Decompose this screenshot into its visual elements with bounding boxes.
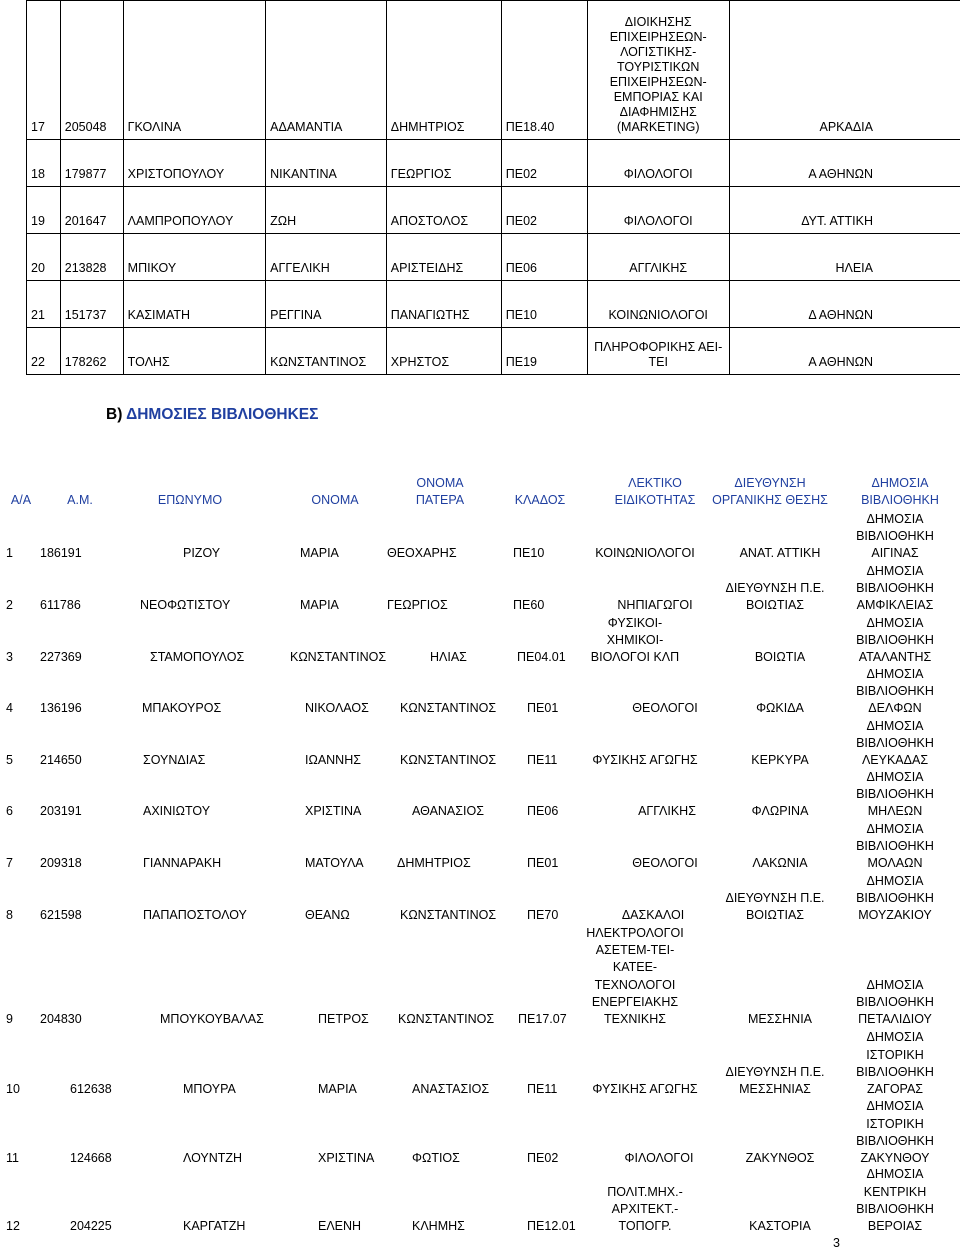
- cell-name: ΜΑΤΟΥΛΑ: [305, 856, 364, 870]
- cell-line: ΕΝΕΡΓΕΙΑΚΗΣ: [591, 994, 679, 1009]
- cell-am: 204830: [40, 1012, 82, 1026]
- cell-line: ΚΟΙΝΩΝΙΟΛΟΓΟΙ: [608, 308, 708, 322]
- cell-line: ΔΙΕΥΘΥΝΣΗ Π.Ε.: [725, 890, 825, 905]
- cell-line: ΝΗΠΙΑΓΩΓΟΙ: [617, 598, 693, 612]
- cell-lib: [840, 718, 950, 770]
- cell-name: ΝΙΚΟΛΑΟΣ: [305, 701, 369, 715]
- cell-line: ΒΙΒΛΙΟΘΗΚΗ: [856, 838, 934, 853]
- cell-line: ΒΙΒΛΙΟΘΗΚΗ: [856, 1133, 934, 1148]
- cell-spec: [580, 752, 710, 769]
- cell-line: ΒΙΒΛΙΟΘΗΚΗ: [856, 735, 934, 750]
- cell-aa: 4: [6, 701, 13, 715]
- cell-father: ΦΩΤΙΟΣ: [412, 1151, 460, 1165]
- cell-org: Α ΑΘΗΝΩΝ: [729, 140, 960, 187]
- cell-aa: 12: [6, 1219, 20, 1233]
- cell-klados: ΠΕ12.01: [527, 1219, 576, 1233]
- cell-line: ΛΑΚΩΝΙΑ: [752, 856, 808, 870]
- cell-father: ΑΡΙΣΤΕΙΔΗΣ: [386, 234, 501, 281]
- cell-line: ΕΠΩΝΥΜΟ: [157, 493, 223, 507]
- cell-line: ΕΜΠΟΡΙΑΣ ΚΑΙ: [613, 90, 703, 104]
- cell-line: ΦΛΩΡΙΝΑ: [751, 804, 809, 818]
- cell-line: ΔΕΛΦΩΝ: [868, 701, 922, 715]
- cell-lib: [840, 563, 950, 615]
- cell-am: 621598: [40, 908, 82, 922]
- page-number: 3: [833, 1236, 840, 1250]
- cell-aa: 5: [6, 753, 13, 767]
- cell-aa: 8: [6, 908, 13, 922]
- cell-line: ΤΕΧΝΟΛΟΓΟΙ: [594, 977, 676, 992]
- cell-father: ΘΕΟΧΑΡΗΣ: [387, 546, 457, 560]
- cell-org: [715, 855, 845, 872]
- cell-am: 124668: [70, 1151, 112, 1165]
- cell-line: ΟΝΟΜΑ: [416, 476, 464, 490]
- cell-aa: 3: [6, 650, 13, 664]
- cell-line: ΠΕΤΑΛΙΔΙΟΥ: [858, 1012, 932, 1026]
- cell-spec: [580, 545, 710, 562]
- cell-am: 151737: [60, 281, 123, 328]
- cell-am: 179877: [60, 140, 123, 187]
- cell-line: ΔΗΜΟΣΙΑ: [866, 769, 924, 784]
- cell-klados: ΠΕ04.01: [517, 650, 566, 664]
- table-row: [27, 140, 960, 187]
- cell-surname: ΜΠΟΥΡΑ: [183, 1082, 236, 1096]
- cell-line: ΔΗΜΟΣΙΑ: [866, 873, 924, 888]
- cell-klados: ΠΕ02: [501, 140, 587, 187]
- header-name: [300, 492, 370, 509]
- cell-line: ΗΛΕΚΤΡΟΛΟΓΟΙ: [586, 926, 684, 940]
- cell-line: ΔΙΟΙΚΗΣΗΣ: [624, 15, 692, 29]
- cell-line: ΔΗΜΟΣΙΑ: [866, 615, 924, 630]
- cell-aa: 11: [6, 1151, 19, 1165]
- cell-lib: [840, 615, 950, 667]
- cell-surname: ΜΠΑΚΟΥΡΟΣ: [142, 701, 222, 715]
- cell-aa: 20: [27, 234, 61, 281]
- cell-father: ΚΩΝΣΤΑΝΤΙΝΟΣ: [400, 753, 497, 767]
- cell-father: ΠΑΝΑΓΙΩΤΗΣ: [386, 281, 501, 328]
- cell-father: ΔΗΜΗΤΡΙΟΣ: [397, 856, 471, 870]
- cell-name: ΑΔΑΜΑΝΤΙΑ: [266, 1, 387, 140]
- cell-klados: ΠΕ11: [527, 753, 558, 767]
- cell-line: ΕΠΙΧΕΙΡΗΣΕΩΝ-: [609, 75, 707, 89]
- cell-line: ΒΙΒΛΙΟΘΗΚΗ: [856, 683, 934, 698]
- cell-line: ΒΙΒΛΙΟΘΗΚΗ: [856, 786, 934, 801]
- cell-line: ΧΗΜΙΚΟΙ-: [606, 632, 664, 647]
- cell-surname: ΛΑΜΠΡΟΠΟΥΛΟΥ: [123, 187, 265, 234]
- cell-line: ΒΙΒΛΙΟΘΗΚΗ: [861, 493, 939, 507]
- cell-father: ΚΩΝΣΤΑΝΤΙΝΟΣ: [400, 908, 497, 922]
- cell-am: 214650: [40, 753, 82, 767]
- cell-klados: ΠΕ17.07: [518, 1012, 567, 1026]
- cell-line: ΑΜΦΙΚΛΕΙΑΣ: [856, 598, 934, 612]
- cell-line: ΙΣΤΟΡΙΚΗ: [866, 1116, 924, 1131]
- cell-line: ΦΥΣΙΚΗΣ ΑΓΩΓΗΣ: [592, 753, 698, 767]
- cell-klados: ΠΕ02: [527, 1151, 559, 1165]
- cell-aa: 22: [27, 328, 61, 375]
- cell-am: 209318: [40, 856, 82, 870]
- cell-line: ΦΥΣΙΚΗΣ ΑΓΩΓΗΣ: [592, 1082, 698, 1096]
- cell-klados: ΠΕ18.40: [501, 1, 587, 140]
- cell-name: ΜΑΡΙΑ: [300, 598, 339, 612]
- header-am: [52, 492, 108, 509]
- cell-surname: ΚΑΣΙΜΑΤΗ: [123, 281, 265, 328]
- cell-surname: ΚΑΡΓΑΤΖΗ: [183, 1219, 246, 1233]
- table-a: [26, 0, 960, 375]
- cell-line: ΑΓΓΛΙΚΗΣ: [629, 261, 688, 275]
- cell-line: ΔΗΜΟΣΙΑ: [866, 718, 924, 733]
- cell-line: ΟΝΟΜΑ: [311, 493, 359, 507]
- cell-line: ΔΙΕΥΘΥΝΣΗ Π.Ε.: [725, 580, 825, 595]
- cell-klados: ΠΕ10: [513, 546, 545, 560]
- section-b-title: [106, 406, 318, 424]
- cell-line: ΒΙΒΛΙΟΘΗΚΗ: [856, 890, 934, 905]
- cell-line: ΔΗΜΟΣΙΑ: [866, 1030, 924, 1045]
- cell-surname: ΣΟΥΝΔΙΑΣ: [143, 753, 206, 767]
- cell-line: ΤΟΥΡΙΣΤΙΚΩΝ: [616, 60, 700, 74]
- section-b-prefix: Β): [106, 406, 127, 423]
- cell-surname: ΝΕΟΦΩΤΙΣΤΟΥ: [140, 598, 231, 612]
- cell-name: ΘΕΑΝΩ: [305, 908, 350, 922]
- cell-spec: [587, 187, 729, 234]
- cell-aa: 17: [27, 1, 61, 140]
- cell-klados: ΠΕ02: [501, 187, 587, 234]
- cell-line: ΒΙΟΛΟΓΟΙ ΚΛΠ: [590, 650, 680, 664]
- cell-spec: [570, 925, 700, 1028]
- cell-org: [715, 1218, 845, 1235]
- cell-lib: [840, 1166, 950, 1235]
- cell-name: ΝΙΚΑΝΤΙΝΑ: [266, 140, 387, 187]
- cell-surname: ΓΚΟΛΙΝΑ: [123, 1, 265, 140]
- cell-org: ΗΛΕΙΑ: [729, 234, 960, 281]
- cell-spec: [580, 1184, 710, 1236]
- cell-aa: 10: [6, 1082, 20, 1096]
- cell-am: 227369: [40, 650, 82, 664]
- cell-lib: [840, 666, 950, 718]
- cell-line: ΦΙΛΟΛΟΓΟΙ: [623, 167, 693, 181]
- cell-spec: [570, 615, 700, 667]
- cell-lib: [840, 769, 950, 821]
- cell-line: ΒΟΙΩΤΙΑΣ: [745, 908, 805, 922]
- cell-name: ΧΡΙΣΤΙΝΑ: [305, 804, 362, 818]
- cell-line: ΔΗΜΟΣΙΑ: [866, 1167, 924, 1182]
- cell-line: ΑΓΓΛΙΚΗΣ: [638, 804, 696, 818]
- cell-line: ΚΟΙΝΩΝΙΟΛΟΓΟΙ: [595, 546, 695, 560]
- cell-line: ΦΙΛΟΛΟΓΟΙ: [624, 1151, 694, 1165]
- header-father: [405, 475, 475, 509]
- cell-line: ΔΗΜΟΣΙΑ: [866, 563, 924, 578]
- cell-line: ΖΑΚΥΝΘΟΣ: [745, 1151, 815, 1165]
- cell-line: ΟΡΓΑΝΙΚΗΣ ΘΕΣΗΣ: [712, 493, 828, 507]
- cell-am: 204225: [70, 1219, 112, 1233]
- header-aa: [4, 492, 38, 509]
- cell-line: ΒΙΒΛΙΟΘΗΚΗ: [856, 632, 934, 647]
- header-org: [700, 475, 840, 509]
- cell-father: ΧΡΗΣΤΟΣ: [386, 328, 501, 375]
- cell-line: ΚΕΡΚΥΡΑ: [751, 753, 809, 767]
- cell-line: ΚΑΣΤΟΡΙΑ: [749, 1219, 811, 1233]
- cell-aa: 2: [6, 598, 13, 612]
- cell-am: 612638: [70, 1082, 112, 1096]
- cell-spec: [587, 328, 729, 375]
- cell-surname: ΛΟΥΝΤΖΗ: [183, 1151, 243, 1165]
- cell-org: Δ ΑΘΗΝΩΝ: [729, 281, 960, 328]
- cell-line: ΔΑΣΚΑΛΟΙ: [621, 908, 685, 922]
- cell-line: ΚΛΑΔΟΣ: [514, 493, 566, 507]
- cell-line: ΠΑΤΕΡΑ: [415, 493, 465, 507]
- cell-father: ΔΗΜΗΤΡΙΟΣ: [386, 1, 501, 140]
- cell-surname: ΑΧΙΝΙΩΤΟΥ: [143, 804, 211, 818]
- cell-klados: ΠΕ01: [527, 701, 559, 715]
- cell-line: ΔΙΕΥΘΥΝΣΗ: [734, 476, 806, 490]
- cell-org: [715, 1011, 845, 1028]
- cell-line: ΛΕΥΚΑΔΑΣ: [861, 753, 929, 767]
- cell-am: 203191: [40, 804, 82, 818]
- cell-org: ΑΡΚΑΔΙΑ: [729, 1, 960, 140]
- cell-spec: [588, 907, 718, 924]
- cell-line: ΔΗΜΟΣΙΑ: [866, 511, 924, 526]
- cell-line: ΔΙΑΦΗΜΙΣΗΣ: [619, 105, 697, 119]
- cell-name: ΚΩΝΣΤΑΝΤΙΝΟΣ: [290, 650, 387, 664]
- cell-line: ΑΡΧΙΤΕΚΤ.-: [611, 1201, 679, 1216]
- cell-surname: ΜΠΟΥΚΟΥΒΑΛΑΣ: [160, 1012, 264, 1026]
- cell-spec: [587, 1, 729, 140]
- cell-line: ΜΕΣΣΗΝΙΑΣ: [739, 1082, 811, 1096]
- cell-line: (MARKETING): [616, 120, 700, 134]
- cell-name: ΖΩΗ: [266, 187, 387, 234]
- cell-father: ΚΛΗΜΗΣ: [412, 1219, 465, 1233]
- cell-org: Α ΑΘΗΝΩΝ: [729, 328, 960, 375]
- cell-surname: ΣΤΑΜΟΠΟΥΛΟΣ: [150, 650, 245, 664]
- cell-aa: 7: [6, 856, 13, 870]
- cell-line: ΖΑΚΥΝΘΟΥ: [860, 1151, 930, 1165]
- cell-name: ΙΩΑΝΝΗΣ: [305, 753, 361, 767]
- cell-line: ΜΗΛΕΩΝ: [867, 804, 923, 818]
- cell-line: ΒΙΒΛΙΟΘΗΚΗ: [856, 580, 934, 595]
- table-row: [27, 187, 960, 234]
- table-row: [27, 328, 960, 375]
- section-b-heading: ΔΗΜΟΣΙΕΣ ΒΙΒΛΙΟΘΗΚΕΣ: [126, 406, 319, 423]
- cell-name: ΜΑΡΙΑ: [318, 1082, 357, 1096]
- cell-line: ΠΛΗΡΟΦΟΡΙΚΗΣ ΑΕΙ-ΤΕΙ: [594, 340, 723, 369]
- cell-lib: [840, 873, 950, 925]
- cell-lib: [840, 511, 950, 563]
- cell-spec: [587, 140, 729, 187]
- cell-line: ΚΑΤΕΕ-: [612, 960, 658, 975]
- cell-org: [710, 580, 840, 614]
- cell-line: ΔΗΜΟΣΙΑ: [866, 977, 924, 992]
- header-lib: [845, 475, 955, 509]
- cell-lib: [840, 1029, 950, 1098]
- cell-klados: ΠΕ11: [527, 1082, 558, 1096]
- cell-org: [710, 890, 840, 924]
- cell-father: ΓΕΩΡΓΙΟΣ: [387, 598, 448, 612]
- cell-surname: ΤΟΛΗΣ: [123, 328, 265, 375]
- cell-line: ΤΕΧΝΙΚΗΣ: [604, 1012, 666, 1027]
- cell-line: ΒΟΙΩΤΙΑΣ: [745, 598, 805, 612]
- cell-klados: ΠΕ70: [527, 908, 559, 922]
- cell-line: ΘΕΟΛΟΓΟΙ: [632, 856, 698, 870]
- cell-line: ΚΕΝΤΡΙΚΗ: [863, 1184, 927, 1199]
- cell-aa: 9: [6, 1012, 13, 1026]
- header-surname: [150, 492, 230, 509]
- cell-line: ΔΗΜΟΣΙΑ: [866, 821, 924, 836]
- cell-am: 201647: [60, 187, 123, 234]
- cell-line: ΘΕΟΛΟΓΟΙ: [632, 701, 698, 715]
- cell-klados: ΠΕ19: [501, 328, 587, 375]
- cell-lib: [840, 977, 950, 1029]
- cell-spec: [602, 803, 732, 820]
- cell-spec: [587, 281, 729, 328]
- cell-line: ΜΕΣΣΗΝΙΑ: [747, 1012, 813, 1026]
- cell-father: ΑΠΟΣΤΟΛΟΣ: [386, 187, 501, 234]
- cell-name: ΑΓΓΕΛΙΚΗ: [266, 234, 387, 281]
- cell-am: 136196: [40, 701, 82, 715]
- cell-line: ΔΙΕΥΘΥΝΣΗ Π.Ε.: [725, 1064, 825, 1079]
- cell-name: ΠΕΤΡΟΣ: [318, 1012, 369, 1026]
- cell-line: ΕΠΙΧΕΙΡΗΣΕΩΝ-: [609, 30, 707, 44]
- cell-aa: 19: [27, 187, 61, 234]
- cell-line: ΔΗΜΟΣΙΑ: [871, 476, 929, 490]
- cell-father: ΗΛΙΑΣ: [430, 650, 467, 664]
- cell-name: ΡΕΓΓΙΝΑ: [266, 281, 387, 328]
- cell-org: [715, 803, 845, 820]
- cell-am: 205048: [60, 1, 123, 140]
- cell-aa: 21: [27, 281, 61, 328]
- cell-line: ΖΑΓΟΡΑΣ: [866, 1082, 924, 1096]
- cell-line: ΑΝΑΤ. ΑΤΤΙΚΗ: [739, 546, 821, 560]
- cell-line: ΔΗΜΟΣΙΑ: [866, 666, 924, 681]
- cell-line: ΤΟΠΟΓΡ.: [618, 1219, 672, 1233]
- cell-line: ΠΟΛΙΤ.ΜΗΧ.-: [607, 1184, 683, 1199]
- cell-name: ΜΑΡΙΑ: [300, 546, 339, 560]
- cell-surname: ΧΡΙΣΤΟΠΟΥΛΟΥ: [123, 140, 265, 187]
- cell-klados: ΠΕ60: [513, 598, 545, 612]
- cell-line: Α.Μ.: [67, 493, 93, 507]
- header-klados: [505, 492, 575, 509]
- cell-aa: 6: [6, 804, 13, 818]
- cell-line: ΒΙΒΛΙΟΘΗΚΗ: [856, 1064, 934, 1079]
- cell-line: ΜΟΛΑΩΝ: [867, 856, 923, 870]
- cell-line: ΑΣΕΤΕΜ-ΤΕΙ-: [595, 943, 675, 958]
- cell-lib: [840, 821, 950, 873]
- cell-spec: [600, 700, 730, 717]
- cell-line: ΦΥΣΙΚΟΙ-: [607, 615, 663, 630]
- cell-surname: ΜΠΙΚΟΥ: [123, 234, 265, 281]
- cell-am: 186191: [40, 546, 82, 560]
- cell-surname: ΠΑΠΑΠΟΣΤΟΛΟΥ: [143, 908, 247, 922]
- cell-line: ΜΟΥΖΑΚΙΟΥ: [858, 908, 932, 922]
- cell-spec: [587, 234, 729, 281]
- cell-line: ΦΙΛΟΛΟΓΟΙ: [623, 214, 693, 228]
- cell-line: ΑΤΑΛΑΝΤΗΣ: [858, 650, 932, 664]
- cell-org: [710, 1064, 840, 1098]
- cell-line: ΒΙΒΛΙΟΘΗΚΗ: [856, 528, 934, 543]
- cell-father: ΚΩΝΣΤΑΝΤΙΝΟΣ: [398, 1012, 495, 1026]
- cell-am: 178262: [60, 328, 123, 375]
- cell-klados: ΠΕ06: [501, 234, 587, 281]
- cell-aa: 1: [6, 546, 13, 560]
- cell-line: ΛΟΓΙΣΤΙΚΗΣ-: [620, 45, 697, 59]
- cell-spec: [590, 597, 720, 614]
- table-row: [27, 1, 960, 140]
- cell-line: ΒΙΒΛΙΟΘΗΚΗ: [856, 1201, 934, 1216]
- cell-father: ΚΩΝΣΤΑΝΤΙΝΟΣ: [400, 701, 497, 715]
- cell-org: [715, 545, 845, 562]
- cell-org: [715, 752, 845, 769]
- cell-line: ΒΟΙΩΤΙΑ: [754, 650, 806, 664]
- cell-spec: [580, 1081, 710, 1098]
- cell-line: ΑΙΓΙΝΑΣ: [871, 546, 919, 560]
- table-row: [27, 234, 960, 281]
- cell-name: ΧΡΙΣΤΙΝΑ: [318, 1151, 375, 1165]
- cell-line: ΙΣΤΟΡΙΚΗ: [866, 1047, 924, 1062]
- cell-am: 611786: [40, 598, 81, 612]
- cell-klados: ΠΕ10: [501, 281, 587, 328]
- cell-org: ΔΥΤ. ΑΤΤΙΚΗ: [729, 187, 960, 234]
- cell-org: [715, 700, 845, 717]
- cell-line: ΒΕΡΟΙΑΣ: [867, 1219, 923, 1233]
- table-row: [27, 281, 960, 328]
- cell-name: ΕΛΕΝΗ: [318, 1219, 362, 1233]
- cell-surname: ΓΙΑΝΝΑΡΑΚΗ: [143, 856, 222, 870]
- cell-father: ΑΝΑΣΤΑΣΙΟΣ: [412, 1082, 490, 1096]
- cell-line: ΔΗΜΟΣΙΑ: [866, 1099, 924, 1114]
- cell-line: ΦΩΚΙΔΑ: [756, 701, 804, 715]
- cell-line: Α/Α: [10, 493, 32, 507]
- cell-klados: ΠΕ01: [527, 856, 559, 870]
- cell-am: 213828: [60, 234, 123, 281]
- cell-line: ΒΙΒΛΙΟΘΗΚΗ: [856, 994, 934, 1009]
- cell-name: ΚΩΝΣΤΑΝΤΙΝΟΣ: [266, 328, 387, 375]
- cell-spec: [594, 1150, 724, 1167]
- cell-line: ΕΙΔΙΚΟΤΗΤΑΣ: [614, 493, 696, 507]
- cell-klados: ΠΕ06: [527, 804, 559, 818]
- cell-line: ΛΕΚΤΙΚΟ: [628, 476, 682, 490]
- cell-org: [715, 1150, 845, 1167]
- cell-spec: [600, 855, 730, 872]
- cell-org: [715, 649, 845, 666]
- cell-father: ΑΘΑΝΑΣΙΟΣ: [412, 804, 484, 818]
- cell-father: ΓΕΩΡΓΙΟΣ: [386, 140, 501, 187]
- cell-aa: 18: [27, 140, 61, 187]
- cell-lib: [840, 1098, 950, 1167]
- cell-surname: ΡΙΖΟΥ: [183, 546, 221, 560]
